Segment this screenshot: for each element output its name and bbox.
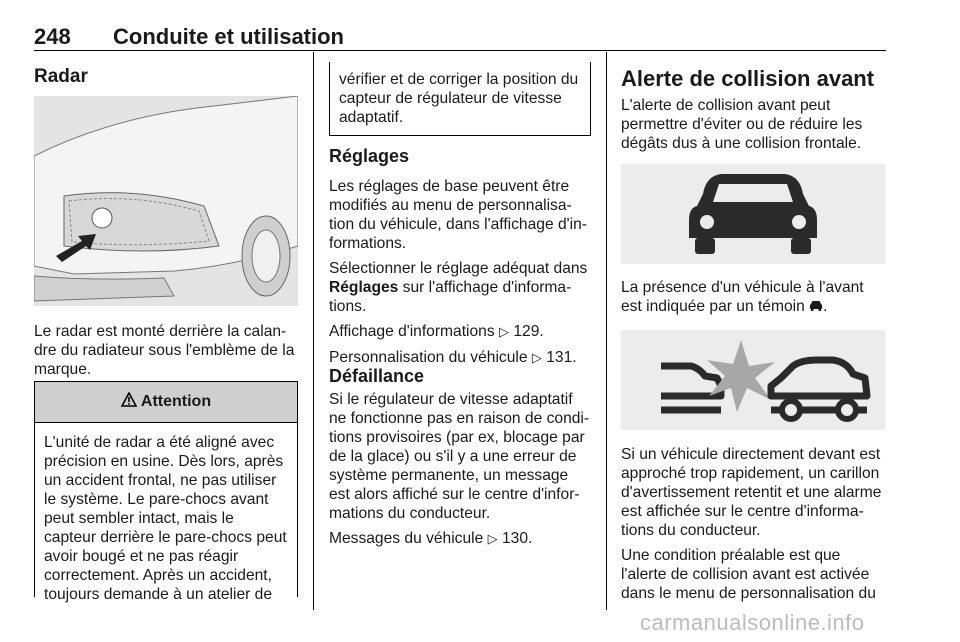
column-divider-1 [313, 52, 314, 610]
radar-text: Le radar est monté derrière la calan-dre du radiateur sous l'emblème de la marque. [34, 323, 295, 378]
collision-warning-section [621, 445, 889, 609]
defaillance-para: Si le régulateur de vitesse adaptatif ne fonctionne pas en raison de condi-tions provisoires (par ex, blocage par de la glace) ou s'il y a une erreur de système permanente, un message est alors affiché sur le centre d'infor-mations du conducteur. [329, 391, 590, 522]
affichage-ref: Affichage d'informations ▷ 129. [329, 323, 544, 340]
collision-para-1: L'alerte de collision avant peut permettre d'éviter ou de réduire les dégâts dus à une collision frontale. [621, 97, 863, 152]
attention-header [35, 382, 297, 423]
page-ref-arrow-icon: ▷ [487, 532, 498, 547]
vehicle-presence-text [621, 278, 887, 322]
collision-para-4: Une condition préalable est que l'alerte de collision avant est activée dans le menu de personnalisation du [621, 547, 876, 602]
attention-box [34, 381, 298, 603]
collision-para-3: Si un véhicule directement devant est approché trop rapidement, un carillon d'avertissement retentit et une alarme est affichée sur le centre d'informa-tions du conducteur. [621, 446, 882, 539]
reglages-heading: Réglages [329, 146, 410, 166]
messages-ref: Messages du véhicule ▷ 130. [329, 530, 533, 547]
radar-heading: Radar [34, 66, 88, 87]
watermark: carmanualsonline.info [640, 610, 865, 635]
attention-title: Attention [140, 393, 212, 410]
messages-page-link[interactable]: 130. [501, 530, 533, 547]
page-ref-arrow-icon: ▷ [531, 351, 542, 366]
collision-illustration-icon [621, 330, 885, 430]
collision-intro [621, 96, 887, 159]
reglages-section [329, 177, 591, 374]
attention-continued-box: vérifier et de corriger la position du capteur de régulateur de vitesse adaptatif. [329, 62, 591, 136]
warning-triangle-icon [121, 392, 137, 412]
reglages-bold-term: Réglages [329, 279, 399, 296]
reglages-para-2: Sélectionner le réglage adéquat dans Réglages sur l'affichage d'informa-tions. [329, 260, 588, 315]
header-rule [34, 50, 886, 51]
collision-alert-heading: Alerte de collision avant [621, 66, 875, 91]
column-divider-2 [606, 52, 607, 610]
radar-paragraph [34, 322, 300, 385]
defaillance-heading: Défaillance [329, 366, 425, 386]
page-ref-arrow-icon: ▷ [499, 325, 509, 340]
attention-body: L'unité de radar a été aligné avec précision en usine. Dès lors, après un accident frontal, ne pas utiliser le système. Le pare-chocs avant peut sembler intact, mais le capteur derrière le pare-chocs peut avoir bougé et ne pas réagir correctement. Après un accident, toujours demande à un atelier de [44, 434, 287, 603]
reglages-para-1: Les réglages de base peuvent être modifiés au menu de personnalisa-tion du véhicule, dans l'affichage d'in-formations. [329, 178, 587, 252]
affichage-page-link[interactable]: 129. [513, 323, 544, 340]
car-front-radar-illustration [34, 96, 298, 306]
page-number: 248 [34, 24, 71, 49]
car-warning-icon [809, 298, 823, 315]
perso-ref: Personnalisation du véhicule ▷ 131. [329, 349, 577, 366]
page-title: Conduite et utilisation [113, 24, 344, 49]
defaillance-section [329, 390, 591, 555]
vehicle-ahead-icon [621, 164, 885, 264]
perso-page-link[interactable]: 131. [546, 349, 577, 366]
collision-para-2: La présence d'un véhicule à l'avant est indiquée par un témoin . [621, 279, 864, 315]
